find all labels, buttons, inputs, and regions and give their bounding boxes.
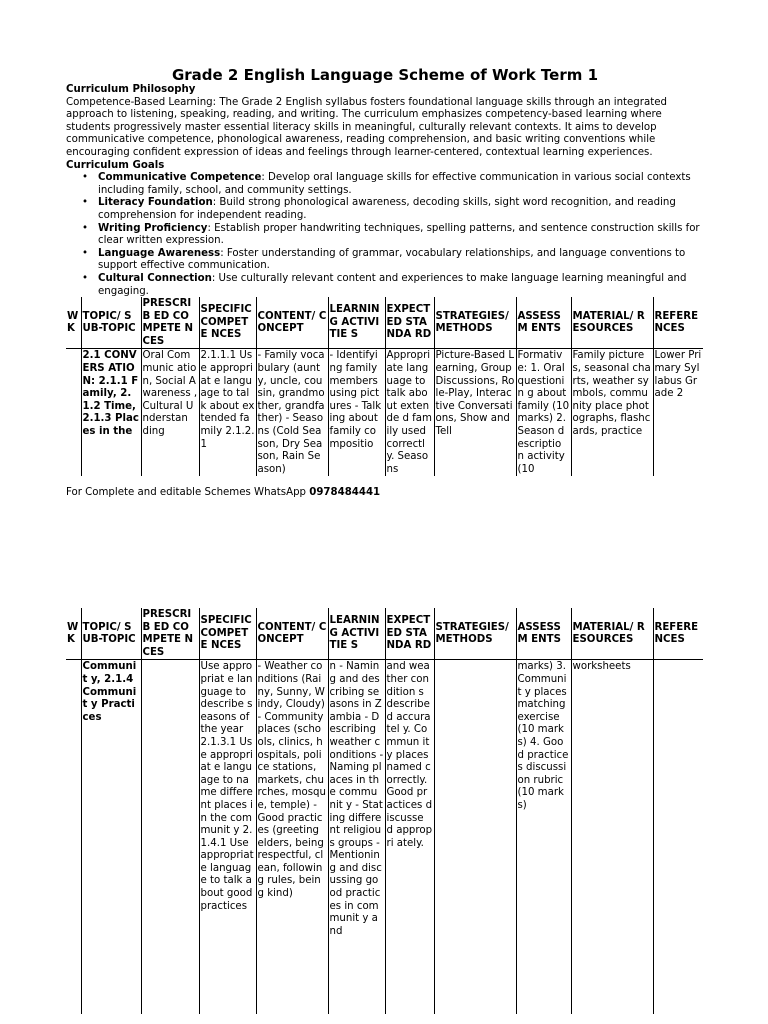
header-specific: SPECIFIC COMPETE NCES: [199, 608, 256, 660]
footer-phone: 0978484441: [309, 487, 381, 498]
header-prescribed: PRESCRIB ED COMPETE NCES: [141, 608, 199, 660]
goal-item: • Literacy Foundation: Build strong phonological awareness, decoding skills, sight word recognition, and reading comprehension for independent reading.: [98, 197, 702, 222]
cell-week: [66, 349, 81, 476]
cell-standard: Appropri ate language to talk about extende d family used correctly. Seasons: [385, 349, 434, 476]
table-row: [66, 660, 703, 1015]
header-specific: SPECIFIC COMPETE NCES: [199, 297, 256, 349]
header-materials: MATERIAL/ RESOURCES: [571, 297, 653, 349]
header-strategies: STRATEGIES/ METHODS: [434, 608, 516, 660]
curriculum-philosophy: [66, 84, 702, 298]
table-header-row: [66, 608, 703, 660]
cell-strategies: [434, 660, 516, 1015]
footer-text: For Complete and editable Schemes WhatsApp: [66, 487, 310, 498]
header-topic: TOPIC/ SUB-TOPIC: [81, 297, 141, 349]
header-topic: TOPIC/ SUB-TOPIC: [81, 608, 141, 660]
header-materials: MATERIAL/ RESOURCES: [571, 608, 653, 660]
cell-week: [66, 660, 81, 1015]
header-standard: EXPECT ED STANDA RD: [385, 608, 434, 660]
philosophy-text: Competence-Based Learning: The Grade 2 English syllabus fosters foundational language skills through an integrated approach to listening, speaking, reading, and writing. The curriculum emphasizes competency-based learning where students progressively master essential literacy skills in meaningful, culturally relevant contexts. It aims to develop communicative competence, phonological awareness, reading comprehension, and basic writing conventions while encouraging confident expression of ideas and feelings through learner-centered, contextual learning experiences.: [66, 96, 667, 158]
goal-item: • Writing Proficiency: Establish proper handwriting techniques, spelling patterns, and sentence construction skills for clear written expression.: [98, 223, 702, 248]
cell-activities: n - Naming and describing seasons in Zambia - Describing weather conditions - Naming places in the communit y - Stating different religious groups - Mentioning and discussing good practices in communit y and: [328, 660, 385, 1015]
header-references: REFERE NCES: [653, 297, 703, 349]
goal-item: • Communicative Competence: Develop oral language skills for effective communication in various social contexts including family, school, and community settings.: [98, 172, 702, 197]
cell-topic: 2.1 CONVERS ATION: 2.1.1 Family, 2.1.2 Time, 2.1.3 Places in the: [81, 349, 141, 476]
cell-references: Lower Primary Syllabus Grade 2: [653, 349, 703, 476]
document-title: Grade 2 English Language Scheme of Work Term 1: [171, 66, 599, 84]
cell-prescribed: Oral Communic ation, Social Awareness , Cultural Understan ding: [141, 349, 199, 476]
cell-strategies: Picture-Based Learning, Group Discussions, Role-Play, Interactive Conversations, Show and Tell: [434, 349, 516, 476]
cell-references: [653, 660, 703, 1015]
cell-assessments: Formative: 1. Oral questionin g about family (10 marks) 2. Season descriptio n activity (10: [517, 350, 570, 475]
scheme-table-part-1: [66, 297, 703, 476]
goals-heading: Curriculum Goals: [66, 159, 165, 171]
cell-activities: - Identifying family members using pictures - Talking about family compositio: [328, 349, 385, 476]
cell-standard: and weather condition s describe d accuratel y. Commun ity places named correctly. Good practices discusse d appropri ately.: [385, 660, 434, 1015]
table-header-row: [66, 297, 703, 349]
goal-item: • Language Awareness: Foster understanding of grammar, vocabulary relationships, and language conventions to support effective communication.: [98, 248, 702, 273]
cell-specific: 2.1.1.1 Use appropriat e language to talk about extended family 2.1.2.1: [199, 349, 256, 476]
header-content: CONTENT/ CONCEPT: [256, 297, 328, 349]
cell-prescribed: [141, 660, 199, 1015]
cell-content: - Family vocabulary (aunty, uncle, cousin, grandmother, grandfather) - Seasons (Cold Season, Dry Season, Rain Season): [256, 349, 328, 476]
cell-content: - Weather conditions (Rainy, Sunny, Windy, Cloudy) - Community places (schools, clinics, hospitals, police stations, markets, churches, mosque, temple) - Good practices (greeting elders, being respectful, clean, following rules, being kind): [256, 660, 328, 1015]
cell-topic: Communit y, 2.1.4 Communit y Practices: [81, 660, 141, 1015]
header-content: CONTENT/ CONCEPT: [256, 608, 328, 660]
philosophy-heading: Curriculum Philosophy: [66, 84, 196, 95]
table-row: [66, 349, 703, 476]
header-standard: EXPECT ED STANDA RD: [385, 297, 434, 349]
goal-item: • Cultural Connection: Use culturally relevant content and experiences to make language learning meaningful and engaging.: [98, 273, 702, 298]
scheme-table-part-2: [66, 608, 703, 1014]
header-assessments: ASSESSM ENTS: [516, 297, 571, 349]
header-references: REFERE NCES: [653, 608, 703, 660]
header-assessments: ASSESSM ENTS: [516, 608, 571, 660]
header-activities: LEARNIN G ACTIVITIE S: [328, 608, 385, 660]
cell-materials: worksheets: [571, 660, 653, 1015]
cell-assessments: marks) 3. Communit y places matching exercise (10 marks) 4. Good practices discussion rubric (10 marks): [516, 660, 571, 1015]
header-prescribed: PRESCRIB ED COMPETE NCES: [141, 297, 199, 349]
header-week: W K: [66, 608, 81, 660]
header-activities: LEARNIN G ACTIVITIE S: [328, 297, 385, 349]
cell-materials: Family pictures, seasonal charts, weather symbols, community place photographs, flashcards, practice: [571, 349, 653, 476]
header-week: W K: [66, 297, 81, 349]
cell-specific: Use appropriat e language to describe seasons of the year 2.1.3.1 Use appropriat e language to name different places in the communit y 2.1.4.1 Use appropriat e language to talk about good practices: [199, 660, 256, 1015]
goals-list: [66, 172, 702, 298]
footer-contact: [66, 487, 380, 500]
header-strategies: STRATEGIES/ METHODS: [434, 297, 516, 349]
